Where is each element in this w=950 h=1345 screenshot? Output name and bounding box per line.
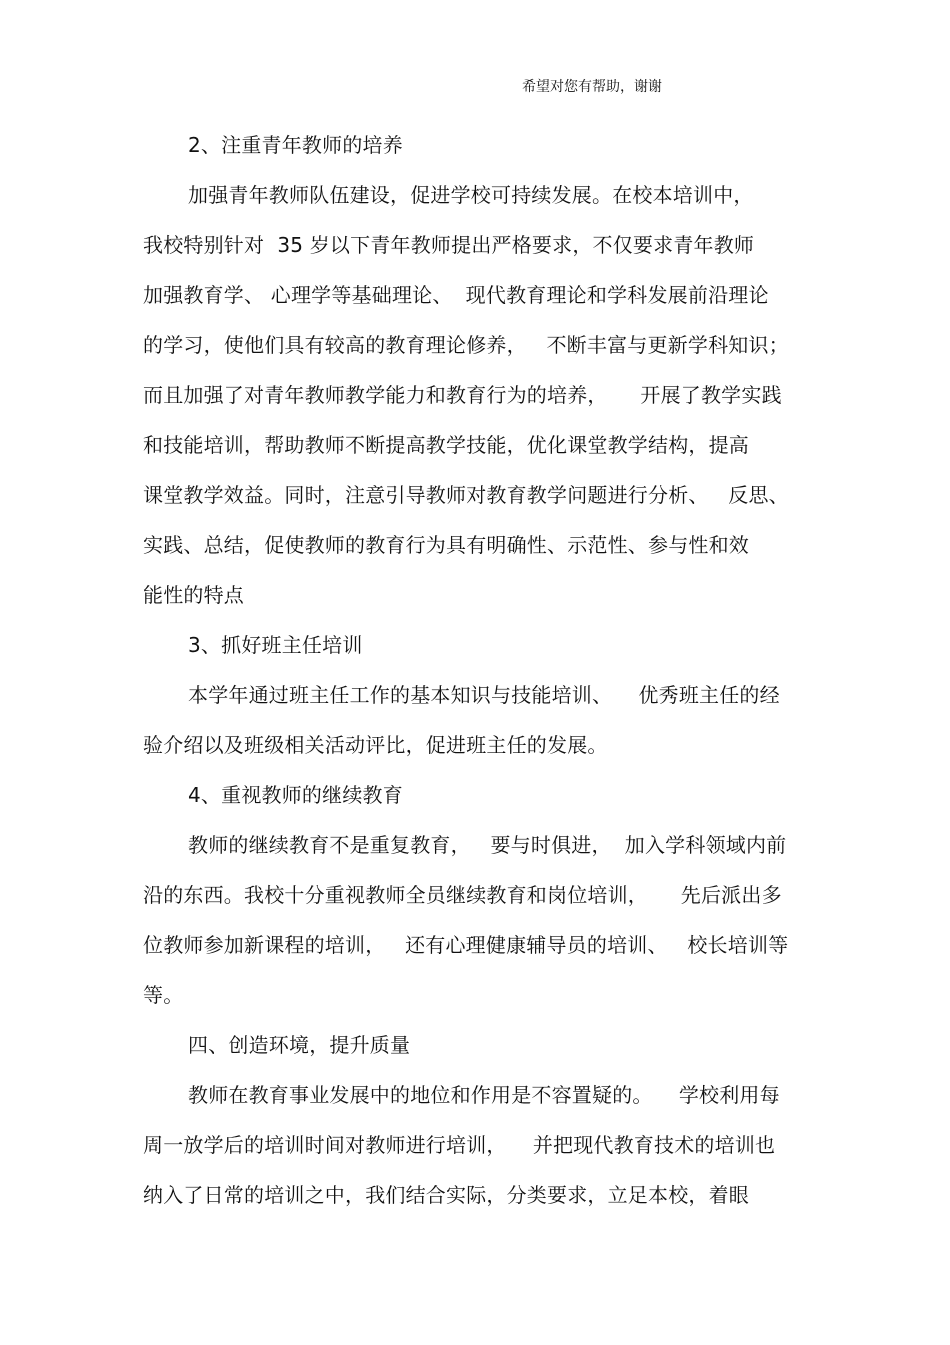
- section-heading: 四、创造环境，提升质量: [188, 1033, 411, 1057]
- paragraph-line: 沿的东西。我校十分重视教师全员继续教育和岗位培训， 先后派出多: [143, 883, 782, 907]
- paragraph-line: 我校特别针对 35 岁以下青年教师提出严格要求，不仅要求青年教师: [143, 233, 755, 257]
- paragraph-line: 和技能培训，帮助教师不断提高教学技能，优化课堂教学结构，提高: [143, 433, 749, 457]
- paragraph-line: 而且加强了对青年教师教学能力和教育行为的培养， 开展了教学实践: [143, 383, 782, 407]
- paragraph-line: 课堂教学效益。同时，注意引导教师对教育教学问题进行分析、 反思、: [143, 483, 789, 507]
- paragraph-line: 教师在教育事业发展中的地位和作用是不容置疑的。 学校利用每: [188, 1083, 780, 1107]
- paragraph-line: 能性的特点: [143, 583, 244, 607]
- section-heading: 2、注重青年教师的培养: [188, 133, 403, 157]
- paragraph-line: 周一放学后的培训时间对教师进行培训， 并把现代教育技术的培训也: [143, 1133, 776, 1157]
- paragraph-line: 本学年通过班主任工作的基本知识与技能培训、 优秀班主任的经: [188, 683, 780, 707]
- paragraph-line: 加强青年教师队伍建设，促进学校可持续发展。在校本培训中，: [188, 183, 754, 207]
- paragraph-line: 教师的继续教育不是重复教育， 要与时俱进， 加入学科领域内前: [188, 833, 787, 857]
- section-heading: 4、重视教师的继续教育: [188, 783, 403, 807]
- paragraph-line: 验介绍以及班级相关活动评比，促进班主任的发展。: [143, 733, 608, 757]
- header-note: 希望对您有帮助，谢谢: [522, 79, 662, 95]
- paragraph-line: 等。: [143, 983, 184, 1007]
- paragraph-line: 位教师参加新课程的培训， 还有心理健康辅导员的培训、 校长培训等: [143, 933, 789, 957]
- paragraph-line: 纳入了日常的培训之中，我们结合实际，分类要求，立足本校，着眼: [143, 1183, 749, 1207]
- paragraph-line: 的学习，使他们具有较高的教育理论修养， 不断丰富与更新学科知识；: [143, 333, 789, 357]
- paragraph-line: 实践、总结，促使教师的教育行为具有明确性、示范性、参与性和效: [143, 533, 749, 557]
- section-heading: 3、抓好班主任培训: [188, 633, 363, 657]
- paragraph-line: 加强教育学、 心理学等基础理论、 现代教育理论和学科发展前沿理论: [143, 283, 769, 307]
